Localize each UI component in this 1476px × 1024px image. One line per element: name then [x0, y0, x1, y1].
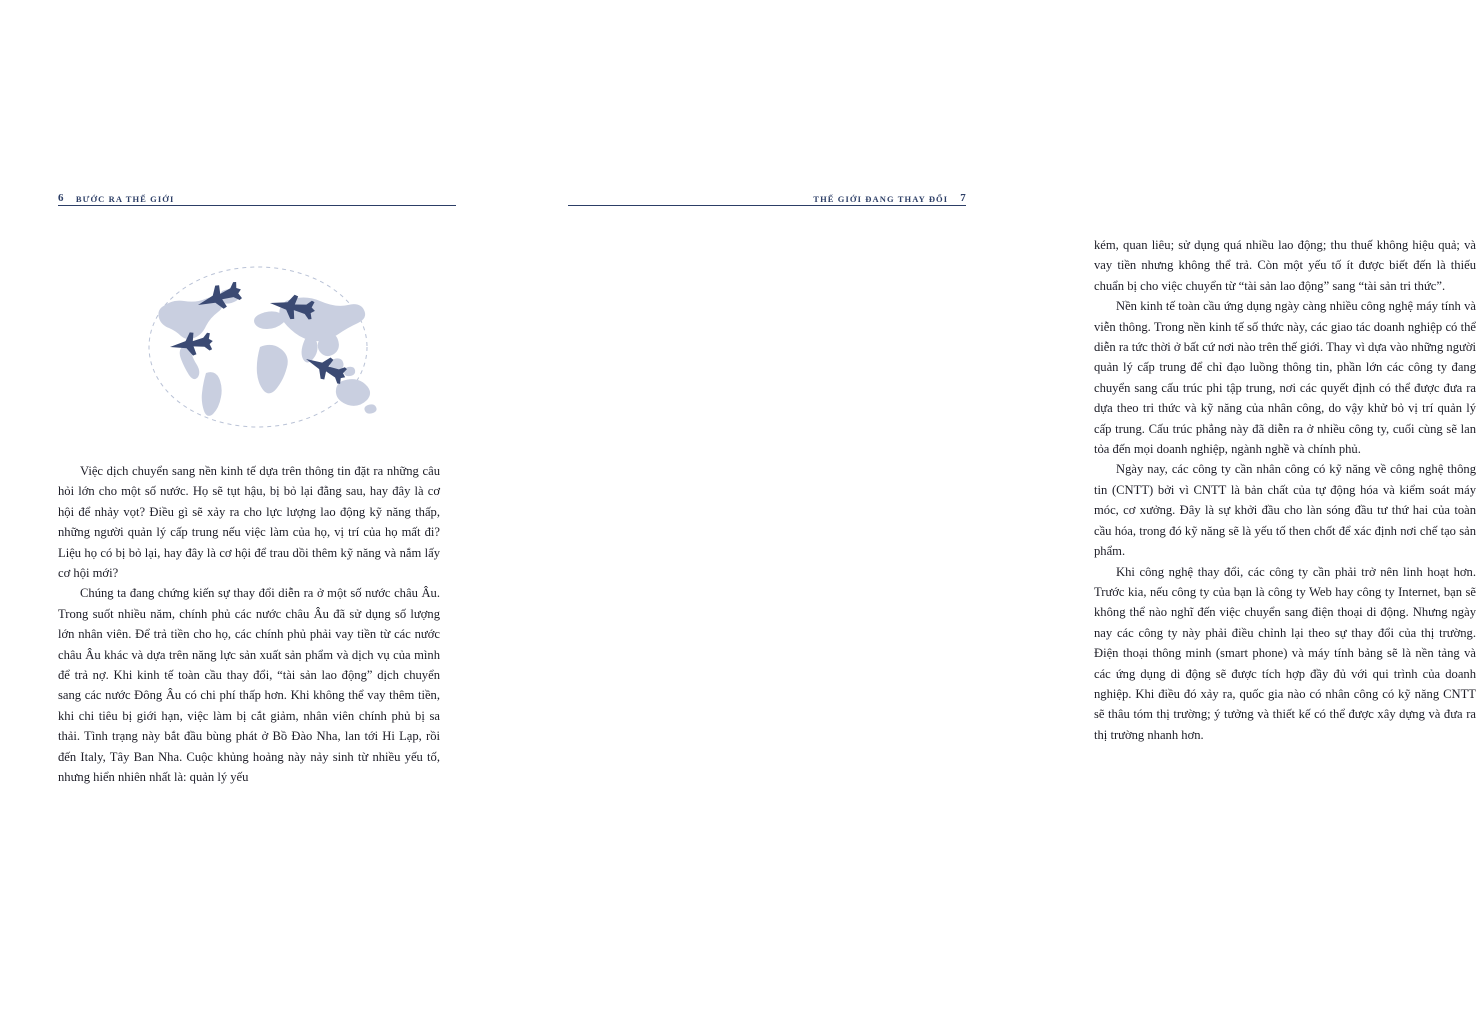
paragraph: Chúng ta đang chứng kiến sự thay đổi diễn ra ở một số nước châu Âu. Trong suốt nhiều năm, chính phủ các nước châu Âu đã sử dụng số lượng lớn nhân viên. Để trả tiền cho họ, các chính phủ phải vay tiền từ các nước châu Âu khác và dựa trên năng lực sản xuất sản phẩm và dịch vụ của mình để trả nợ. Khi kinh tế toàn cầu thay đổi, “tài sản lao động” dịch chuyển sang các nước Đông Âu có chi phí thấp hơn. Khi không thể vay thêm tiền, khi chi tiêu bị giới hạn, việc làm bị cắt giảm, nhân viên chính phủ bị sa thải. Tình trạng này bắt đầu bùng phát ở Bồ Đào Nha, lan tới Hi Lạp, rồi đến Italy, Tây Ban Nha. Cuộc khủng hoảng này nảy sinh từ nhiều yếu tố, nhưng hiển nhiên nhất là: quản lý yếu — [58, 586, 440, 785]
paragraph: Việc dịch chuyển sang nền kinh tế dựa trên thông tin đặt ra những câu hỏi lớn cho một số nước. Họ sẽ tụt hậu, bị bỏ lại đằng sau, hay đây là cơ hội để nhảy vọt? Điều gì sẽ xảy ra cho lực lượng lao động kỹ năng thấp, những người quản lý cấp trung nếu việc làm của họ, vị trí của họ mất đi? Liệu họ có bị bỏ lại, hay đây là cơ hội để trau dồi thêm kỹ năng và nắm lấy cơ hội mới? — [58, 464, 440, 581]
paragraph: Ngày nay, các công ty cần nhân công có kỹ năng về công nghệ thông tin (CNTT) bởi vì CNTT là bản chất của tự động hóa và kiểm soát máy móc, cơ xưởng. Đây là sự khởi đầu cho làn sóng đầu tư thứ hai của toàn cầu hóa, trong đó kỹ năng sẽ là yếu tố then chốt để xác định nơi chế tạo sản phẩm. — [1094, 462, 1476, 559]
right-running-head — [566, 186, 966, 204]
left-running-head — [58, 186, 458, 204]
right-page-number: 7 — [960, 192, 966, 204]
right-page — [512, 0, 1476, 1024]
paragraph: kém, quan liêu; sử dụng quá nhiều lao động; thu thuế không hiệu quả; và vay tiền nhưng không thể trả. Còn một yếu tố ít được biết đến là thiếu chuẩn bị cho việc chuyển từ “tài sản lao động” sang “tài sản tri thức”. — [1094, 238, 1476, 293]
world-map-with-flight-paths — [110, 255, 410, 440]
left-running-title: BƯỚC RA THẾ GIỚI — [75, 194, 175, 204]
left-body-text — [58, 461, 440, 788]
left-header-rule — [58, 205, 456, 206]
right-header-rule — [568, 205, 966, 206]
left-page-number: 6 — [58, 192, 64, 204]
paragraph: Khi công nghệ thay đổi, các công ty cần phải trở nên linh hoạt hơn. Trước kia, nếu công ty của bạn là công ty Web hay công ty Internet, bạn sẽ không thể nào nghĩ đến việc chuyển sang điện thoại di động. Nhưng ngày nay các công ty này phải điều chỉnh lại theo sự thay đổi của thị trường. Điện thoại thông minh (smart phone) và máy tính bảng sẽ là nền tảng và các ứng dụng di động sẽ được tích hợp đầy đủ với qui trình của doanh nghiệp. Khi điều đó xảy ra, quốc gia nào có nhân công có kỹ năng CNTT sẽ thâu tóm thị trường; ý tưởng và thiết kế có thể được xây dựng và đưa ra thị trường nhanh hơn. — [1094, 564, 1476, 742]
left-page — [0, 0, 512, 1024]
paragraph: Nền kinh tế toàn cầu ứng dụng ngày càng nhiều công nghệ máy tính và viễn thông. Trong nền kinh tế số thức này, các giao tác doanh nghiệp có thể diễn ra tức thời ở bất cứ nơi nào trên thế giới. Thay vì dựa vào những người quản lý cấp trung để chỉ đạo luồng thông tin, phần lớn các công ty đang chuyển sang cấu trúc phi tập trung, nơi các quyết định có thể được đưa ra dựa theo tri thức và kỹ năng của nhân công, do vậy khử bỏ vị trí quản lý cấp trung. Cấu trúc phẳng này đã diễn ra ở nhiều công ty, cuối cùng sẽ lan tỏa đến mọi doanh nghiệp, ngành nghề và chính phủ. — [1094, 299, 1476, 457]
right-running-title: THẾ GIỚI ĐANG THAY ĐỔI — [813, 194, 949, 204]
right-body-text — [1094, 235, 1476, 745]
